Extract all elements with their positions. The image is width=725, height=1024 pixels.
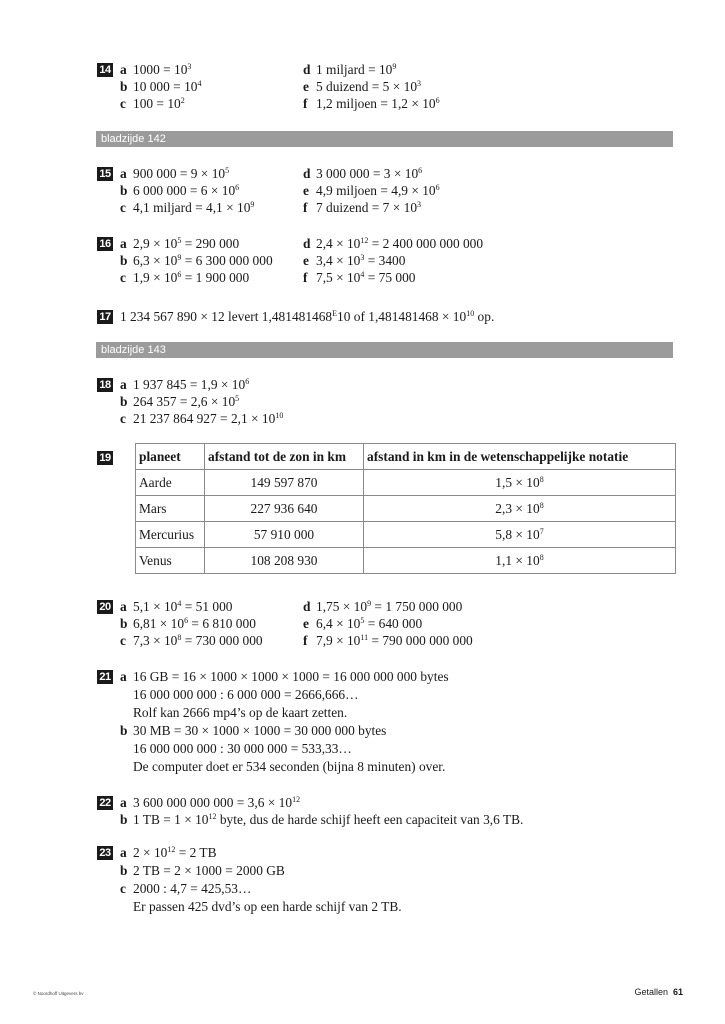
answer-15a — [120, 165, 229, 182]
answer-text: $6,4 \times 10^5 = 640$ 000 — [316, 616, 423, 631]
table-header-row — [136, 444, 676, 470]
answer-text: 3 000 $000 = 3 \times 10^6$ — [316, 166, 423, 181]
answer-18b — [120, 393, 239, 410]
item-label: b — [120, 863, 128, 878]
item-label: e — [303, 79, 309, 94]
answer-text: $6,3 \times 10^9 = 6$ 300 000 000 — [133, 253, 273, 268]
answer-text: 264 $357 = 2,6 \times 10^5$ — [133, 394, 240, 409]
item-label: b — [120, 394, 128, 409]
answer-text: $2,4 \times 10^{12} = 2$ 400 000 000 000 — [316, 236, 484, 251]
exponent: 6 — [418, 166, 423, 175]
exponent: 9 — [250, 200, 255, 209]
exponent: 10 — [466, 309, 475, 318]
answer-text: 2 TB = 2 × 1000 = 2000 GB — [133, 863, 285, 878]
question-number-23: 23 — [97, 846, 113, 860]
question-number-21: 21 — [97, 670, 113, 684]
answer-20e — [303, 615, 422, 632]
planet-distance: 227 936 640 — [205, 496, 364, 522]
answer-text: 1 937 $845 = 1,9 \times 10^6$ — [133, 377, 250, 392]
answer-text: $5,1 \times 10^4 = 51$ 000 — [133, 599, 233, 614]
item-label: d — [303, 62, 311, 77]
question-number-17: 17 — [97, 310, 113, 324]
answer-text: $2 \times 10^{12} = 2$ TB — [133, 845, 217, 860]
exponent: 3 — [417, 79, 422, 88]
exponent: 4 — [197, 79, 202, 88]
answer-21-line — [120, 758, 445, 775]
item-label: f — [303, 96, 308, 111]
item-label: b — [120, 79, 128, 94]
answer-text: 1,2 miljoen = $1,2 \times 10^6$ — [316, 96, 440, 111]
answer-text: $7,3 \times 10^8 = 730$ 000 000 — [133, 633, 263, 648]
exponent: 11 — [360, 633, 369, 642]
answer-14e — [303, 78, 421, 95]
answer-18c — [120, 410, 283, 427]
answer-21-line — [120, 704, 347, 721]
answer-text: 4,1 miljard = $4,1 \times 10^9$ — [133, 200, 255, 215]
exponent: 8 — [177, 633, 182, 642]
answer-text: 2000 : 4,7 = 425,53… — [133, 881, 252, 896]
item-label: b — [120, 183, 128, 198]
answer-text: 16 000 000 000 : 30 000 000 = 533,33… — [133, 741, 352, 756]
answer-text: $1,75 \times 10^9 = 1$ 750 000 000 — [316, 599, 463, 614]
item-label: c — [120, 200, 126, 215]
exponent: E — [332, 309, 338, 318]
exponent: 6 — [235, 183, 240, 192]
exponent: 12 — [167, 845, 176, 854]
answer-text: 7 duizend = $7 \times 10^3$ — [316, 200, 422, 215]
exponent: 6 — [245, 377, 250, 386]
item-label: b — [120, 812, 128, 827]
planet-scientific: $5,8 \times 10^7$ — [364, 522, 676, 548]
exponent: 5 — [360, 616, 365, 625]
answer-text: 900 $000 = 9 \times 10^5$ — [133, 166, 230, 181]
answer-text: $7,9 \times 10^{11} = 790$ 000 000 000 — [316, 633, 473, 648]
exponent: 3 — [187, 62, 192, 71]
page-footer — [634, 987, 683, 997]
question-number-22: 22 — [97, 796, 113, 810]
planet-scientific: $2,3 \times 10^8$ — [364, 496, 676, 522]
answer-text: 4,9 miljoen = $4,9 \times 10^6$ — [316, 183, 440, 198]
answer-14b — [120, 78, 201, 95]
column-header-notatie: afstand in km in de wetenschappelijke notatie — [364, 444, 676, 470]
exponent: 4 — [360, 270, 365, 279]
answer-16e — [303, 252, 405, 269]
exponent: 5 — [225, 166, 230, 175]
answer-20a — [120, 598, 232, 615]
planet-distance-table — [135, 443, 676, 574]
question-number-14: 14 — [97, 63, 113, 77]
item-label: c — [120, 270, 126, 285]
exponent: 8 — [539, 500, 544, 510]
answer-text: $2,9 \times 10^5 = 290$ 000 — [133, 236, 240, 251]
answer-text: Rolf kan 2666 mp4’s op de kaart zetten. — [133, 705, 348, 720]
answer-15d — [303, 165, 422, 182]
item-label: c — [120, 411, 126, 426]
planet-name: Venus — [136, 548, 205, 574]
item-label: b — [120, 253, 128, 268]
answer-23c — [120, 880, 251, 897]
section-header-bladzijde-142: bladzijde 142 — [96, 131, 673, 147]
exponent: 4 — [177, 599, 182, 608]
question-number-15: 15 — [97, 167, 113, 181]
answer-18a — [120, 376, 249, 393]
table-row — [136, 522, 676, 548]
question-number-16: 16 — [97, 237, 113, 251]
item-label: e — [303, 616, 309, 631]
answer-23a — [120, 844, 217, 861]
planet-distance: 108 208 930 — [205, 548, 364, 574]
exponent: 3 — [417, 200, 422, 209]
item-label: a — [120, 845, 127, 860]
answer-16f — [303, 269, 415, 286]
table-row — [136, 496, 676, 522]
exponent: 6 — [177, 270, 182, 279]
answer-20f — [303, 632, 473, 649]
answer-text: 10 $000 = 10^4$ — [133, 79, 202, 94]
exponent: 2 — [180, 96, 185, 105]
question-number-19: 19 — [97, 451, 113, 465]
answer-16a — [120, 235, 239, 252]
answer-16d — [303, 235, 483, 252]
answer-15c — [120, 199, 254, 216]
exponent: 12 — [208, 812, 217, 821]
exponent: 12 — [360, 236, 369, 245]
item-label: d — [303, 236, 311, 251]
answer-20c — [120, 632, 263, 649]
column-header-planeet: planeet — [136, 444, 205, 470]
answer-text: 1 miljard = $10^9$ — [316, 62, 397, 77]
exponent: 10 — [275, 411, 284, 420]
item-label: f — [303, 200, 308, 215]
item-label: a — [120, 236, 127, 251]
chapter-name: Getallen — [634, 987, 668, 997]
item-label: e — [303, 253, 309, 268]
item-label: c — [120, 633, 126, 648]
planet-name: Mars — [136, 496, 205, 522]
answer-21-line — [120, 722, 386, 739]
item-label: b — [120, 616, 128, 631]
answer-text: 1 234 567 890 × 12 levert $1,481481468^E10$ of $1,481481468 \times 10^{10}$ op. — [120, 309, 495, 324]
item-label: a — [120, 62, 127, 77]
item-label: a — [120, 795, 127, 810]
exponent: 8 — [539, 474, 544, 484]
answer-21-line — [120, 668, 449, 685]
item-label: a — [120, 669, 127, 684]
planet-name: Mercurius — [136, 522, 205, 548]
answer-20d — [303, 598, 462, 615]
answer-text: 21 237 864 $927 = 2,1 \times 10^{10}$ — [133, 411, 284, 426]
exponent: 5 — [177, 236, 182, 245]
page-number: 61 — [672, 987, 683, 997]
exponent: 7 — [539, 526, 544, 536]
answer-15e — [303, 182, 440, 199]
answer-14a — [120, 61, 191, 78]
planet-scientific: $1,1 \times 10^8$ — [364, 548, 676, 574]
exponent: 9 — [177, 253, 182, 262]
item-label: a — [120, 377, 127, 392]
answer-text: 5 duizend = $5 \times 10^3$ — [316, 79, 422, 94]
answer-16b — [120, 252, 273, 269]
answer-14c — [120, 95, 185, 112]
item-label: a — [120, 599, 127, 614]
answer-14f — [303, 95, 440, 112]
section-header-bladzijde-143: bladzijde 143 — [96, 342, 673, 358]
answer-15b — [120, 182, 239, 199]
question-number-20: 20 — [97, 600, 113, 614]
item-label: d — [303, 599, 311, 614]
exponent: 6 — [184, 616, 189, 625]
answer-text: 3 600 000 000 $000 = 3,6 \times 10^{12}$ — [133, 795, 301, 810]
item-label: c — [120, 881, 126, 896]
answer-text: $7,5 \times 10^4 = 75$ 000 — [316, 270, 416, 285]
exponent: 9 — [367, 599, 372, 608]
planet-scientific: $1,5 \times 10^8$ — [364, 470, 676, 496]
answer-15f — [303, 199, 421, 216]
answer-text: Er passen 425 dvd’s op een harde schijf van 2 TB. — [133, 899, 402, 914]
item-label: b — [120, 723, 128, 738]
answer-23-conclusion — [120, 898, 402, 915]
answer-text: 16 000 000 000 : 6 000 000 = 2666,666… — [133, 687, 359, 702]
exponent: 12 — [292, 795, 301, 804]
answer-text: $1,9 \times 10^6 = 1$ 900 000 — [133, 270, 250, 285]
planet-distance: 149 597 870 — [205, 470, 364, 496]
answer-text: 6 000 $000 = 6 \times 10^6$ — [133, 183, 240, 198]
answer-text: 16 GB = 16 × 1000 × 1000 × 1000 = 16 000 000 000 bytes — [133, 669, 449, 684]
answer-text: $100 = 10^2$ — [133, 96, 185, 111]
exponent: 6 — [435, 183, 440, 192]
answer-22a — [120, 794, 300, 811]
answer-21-line — [120, 686, 359, 703]
answer-16c — [120, 269, 249, 286]
item-label: a — [120, 166, 127, 181]
item-label: e — [303, 183, 309, 198]
exponent: 8 — [539, 552, 544, 562]
copyright-notice: © Noordhoff Uitgevers bv — [33, 991, 84, 996]
item-label: f — [303, 633, 308, 648]
exponent: 5 — [235, 394, 240, 403]
answer-text: $6,81 \times 10^6 = 6$ 810 000 — [133, 616, 256, 631]
item-label: d — [303, 166, 311, 181]
table-row — [136, 548, 676, 574]
exponent: 6 — [435, 96, 440, 105]
answer-22b — [120, 811, 523, 828]
answer-text: De computer doet er 534 seconden (bijna 8 minuten) over. — [133, 759, 446, 774]
table-row — [136, 470, 676, 496]
answer-20b — [120, 615, 256, 632]
answer-text: 30 MB = 30 × 1000 × 1000 = 30 000 000 bytes — [133, 723, 387, 738]
item-label: f — [303, 270, 308, 285]
answer-23b — [120, 862, 285, 879]
answer-text: $3,4 \times 10^3 = 3400$ — [316, 253, 406, 268]
answer-14d — [303, 61, 396, 78]
exponent: 9 — [392, 62, 397, 71]
answer-17 — [120, 308, 494, 325]
answer-21-line — [120, 740, 352, 757]
answer-text: 1 TB = $1 \times 10^{12}$ byte, dus de harde schijf heeft een capaciteit van 3,6 TB. — [133, 812, 524, 827]
question-number-18: 18 — [97, 378, 113, 392]
planet-distance: 57 910 000 — [205, 522, 364, 548]
item-label: c — [120, 96, 126, 111]
answer-text: $1000 = 10^3$ — [133, 62, 192, 77]
column-header-afstand: afstand tot de zon in km — [205, 444, 364, 470]
planet-name: Aarde — [136, 470, 205, 496]
exponent: 3 — [360, 253, 365, 262]
